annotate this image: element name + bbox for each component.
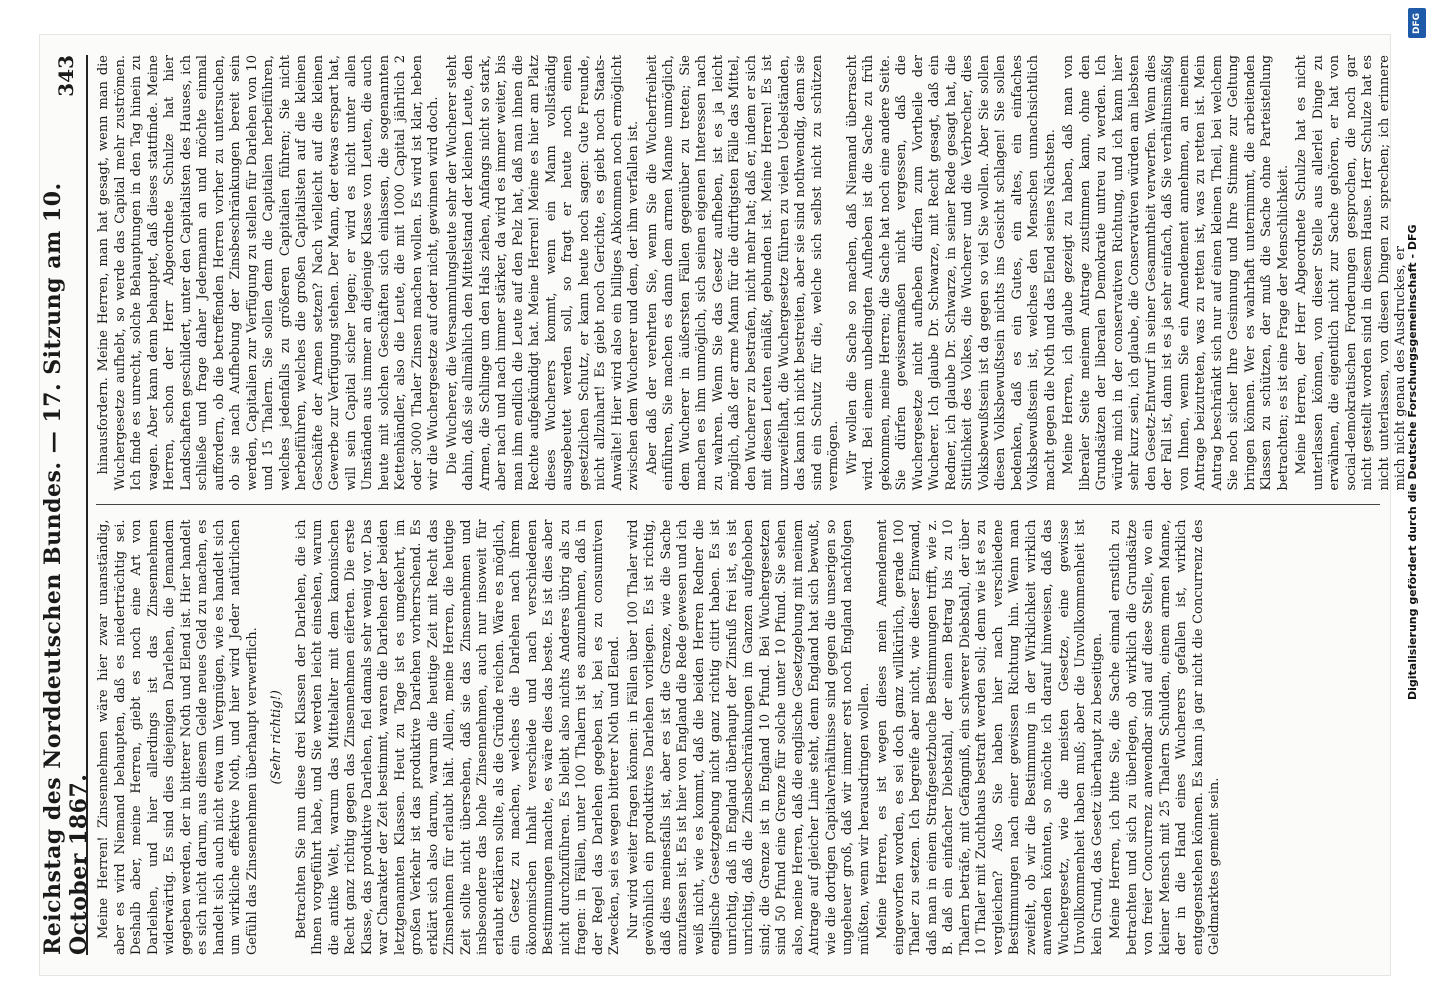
running-head xyxy=(40,55,92,955)
paragraph: Die Wucherer, die Versammlungsleute sehr der Wucherer steht dahin, daß sie allmählich den Mittelstand der kleinen Leute, den Armen, die Schlinge um den Hals ziehen, Anfangs nicht so stark, aber nach und nach immer stärker, da wird es immer weiter, bis man ihm endlich die Leute auf den Pelz hat, daß man ihnen die Rechte aufgekündigt hat. Meine Herren! Meine es hier am Platz dieses Wucherers kommt, wenn ein Mann vollständig ausgebeutet werden soll, so fragt er heute noch einen gesetzlichen Schutz, er kann heute noch sagen: Gute Freunde, nicht allzuhart! Es giebt noch Gerichte, es giebt noch Staats-Anwälte! Hier wird also ein billiges Abkommen noch ermöglicht zwischen dem Wucherer und dem, der ihm verfallen ist. xyxy=(444,55,641,491)
dfg-logo-badge: DFG xyxy=(1408,8,1426,38)
paragraph: Wir wollen die Sache so machen, daß Niemand überrascht wird. Bei einem unbedingten Aufheben ist die Sache zu früh gekommen, meine Herren; die Sache hat noch eine andere Seite. Sie dürfen gewissermaßen nicht vergessen, daß die Wuchergesetze nicht aufheben dürfen zum Vortheile der Wucherer. Ich glaube Dr. Schwarze, mit Recht gesagt, daß ein Redner, ich glaube Dr. Schwarze, in seiner Rede gesagt hat, die Sittlichkeit des Volkes, die Wucherer und die Verbrecher, dies Volksbewußtsein ist da gegen so viel Sie wollen. Aber Sie sollen diesen Volksbewußtsein nichts ins Gesicht schlagen! Sie sollen bedenken, daß es ein Gutes, ein altes, ein einfaches Volksbewußtsein ist, welches den Menschen unnachsichtlich macht gegen die Noth und das Elend seines Nächsten. xyxy=(844,55,1058,491)
paragraph: Aber daß der verehrten Sie, wenn Sie die Wucherfreiheit einführen, Sie machen es dann dem armen Manne unmöglich, dem Wucherer in äußersten Fällen gegenüber zu treten; Sie machen es ihm unmöglich, sich seinen eigenen Interessen nach zu wahren. Wenn Sie das Gesetz aufheben, ist es ja leicht möglich, daß der arme Mann für die dürftigsten Fälle das Mittel, den Wucherer zu bestrafen, nicht mehr hat; daß er, indem er sich mit diesen Leuten einläßt, gebunden ist. Meine Herren! Es ist unzweifelhaft, die Wuchergesetze führen zu vielen Uebelständen, das kann ich nicht bestreiten, aber sie sind nothwendig, denn sie sind ein Schutz für die, welche sich selbst nicht zu schützen vermögen. xyxy=(644,55,841,491)
scanned-page xyxy=(40,35,1408,975)
paragraph: Meine Herren, der Herr Abgeordnete Schulze hat es nicht unterlassen können, von dieser Stelle aus allerlei Dinge zu erwähnen, die eigentlich nicht zur Sache gehören, er hat von social-demokratischen Forderungen gesprochen, die noch gar nicht gestellt worden sind in diesem Hause. Herr Schulze hat es nicht unterlassen, von diesen Dingen zu sprechen; ich erinnere mich nicht genau des Ausdruckes, er xyxy=(1294,55,1408,491)
text-column-right xyxy=(96,55,1408,491)
paragraph: Betrachten Sie nun diese drei Klassen der Darlehen, die ich Ihnen vorgeführt habe, und Sie werden leicht einsehen, warum die antike Welt, warum das Mittelalter mit dem kanonischen Recht ganz richtig gegen das Zinsennehmen eiferten. Die erste Klasse, das produktive Darlehen, fiel damals sehr wenig vor. Das war Charakter der Zeit bestimmt, waren die Darlehen der beiden letztgenannten Klassen. Heut zu Tage ist es umgekehrt, im großen Verkehr ist das produktive Darlehen vorherrschend. Es erklärt sich also darum, warum die heutige Zeit mit Recht das Zinsnehmen für erlaubt hält. Allein, meine Herren, die heutige Zeit sollte nicht übersehen, daß sie das Zinsennehmen und insbesondere das hohe Zinsennehmen, auch nur insoweit für erlaubt erklären sollte, als die Gründe reichen. Wäre es möglich, ein Gesetz zu machen, welches die Darlehen nach ihrem ökonomischen Inhalt verschiede und nach verschiedenen Bestimmungen machte, es wäre dies das beste. Es ist dies aber nicht durchzuführen. Es bleibt also nichts Anderes übrig als zu fragen: in Fällen, unter 100 Thalern ist es anzunehmen, daß in der Regel das Darlehen gegeben ist, bei es zu consumtiven Zwecken, sei es wegen bitterer Noth und Elend. xyxy=(293,519,622,955)
paragraph: Meine Herren, ich glaube gezeigt zu haben, daß man von liberaler Seite meinem Antrage zustimmen kann, ohne den Grundsätzen der liberalen Demokratie untreu zu werden. Ich würde mich in der conservativen Richtung, und ich kann hier sehr kurz sein, ich glaube, die Conservativen würden am liebsten den Gesetz-Entwurf in seiner Gesammtheit verwerfen. Wenn dies der Fall ist, dann ist es ja sehr einfach, daß Sie verhältnismäßig von Ihnen, wenn Sie ein Amendement annehmen, an meinem Antrage beizutreten, was zu retten ist, was zu retten ist. Mein Antrag beschränkt sich nur auf einen kleinen Theil, bei welchem Sie noch sicher Ihre Gesinnung und Ihre Stimme zur Geltung bringen können. Wer es wahrhaft unternimmt, die arbeitenden Klassen zu schützen, der muß die Sache ohne Parteistellung betrachten; es ist eine Frage der Menschlichkeit. xyxy=(1061,55,1291,491)
page-title: Reichstag des Norddeutschen Bundes. — 17. Sitzung am 10. October 1867. xyxy=(40,182,92,955)
paragraph: Meine Herren! Zinsennehmen wäre hier zwar unanständig, aber es wird Niemand behaupten, daß es niederträchtig sei. Deshalb aber, meine Herren, giebt es noch eine Art von Darleihen, und hier allerdings ist das Zinsennehmen widerwärtig. Es sind dies diejenigen Darlehen, die Jemandem gegeben werden, der in bitterer Noth und Elend ist. Hier handelt es sich nicht darum, aus diesem Gelde neues Geld zu machen, es handelt sich auch nicht etwa um Vergnügen, wie es handelt sich um wirkliche effektive Noth, und hier wird Jeder natürlichen Gefühl das Zinsennehmen überhaupt verwerflich. xyxy=(96,519,260,955)
paragraph: (Sehr richtig!) xyxy=(269,690,284,785)
text-columns xyxy=(96,55,1408,955)
paragraph: Meine Herren, ich bitte Sie, die Sache einmal ernstlich zu betrachten und sich zu überlegen, ob wirklich die Grundsätze von freier Concurrenz anwendbar sind auf diese Stelle, wo ein kleiner Mensch mit 25 Thalern Schulden, einem armen Manne, der in die Hand eines Wucherers gefallen ist, wirklich entgegenstehen können. Es kann ja gar nicht die Concurrenz des Geldmarktes gemeint sein. xyxy=(1108,519,1222,955)
column-divider xyxy=(96,505,1380,506)
paragraph: Nur wird weiter fragen können: in Fällen über 100 Thaler wird gewöhnlich ein produktives Darlehen vorliegen. Es ist richtig, daß dies meinesfalls ist, aber es ist die Grenze, wie die Sache anzufassen ist. Es ist hier von England die Rede gewesen und ich weiß nicht, wie es kommt, daß die beiden Herren Redner die englische Gesetzgebung nicht ganz richtig citirt haben. Es ist unrichtig, daß in England überhaupt der Zinsfuß frei ist, es ist unrichtig, daß die Zinsbeschränkungen im Ganzen aufgehoben sind; die Grenze ist in England 10 Pfund. Bei Wuchergesetzen sind 50 Pfund eine Grenze für solche unter 10 Pfund. Sie sehen also, meine Herren, daß die englische Gesetzgebung mit meinem Antrage auf gleicher Linie steht, denn England hat sich bewußt, wie die dortigen Capitalverhältnisse sind gegen die unserigen so ungeheuer groß, daß wir immer erst noch England nachfolgen müßten, wenn wir herausdringen wollen. xyxy=(625,519,872,955)
page-number: 343 xyxy=(54,55,78,97)
digitization-credit xyxy=(1402,0,1432,1000)
text-column-left xyxy=(96,520,1380,956)
credit-text: Digitalisierung gefördert durch die Deutsche Forschungsgemeinschaft - DFG xyxy=(1406,224,1419,700)
paragraph: hinausfordern. Meine Herren, man hat gesagt, wenn man die Wuchergesetze aufhebt, so werde das Capital mehr zuströmen. Ich finde es unrecht, solche Behauptungen in den Tag hinein zu wagen. Aber kann denn behauptet, daß dieses stattfinde. Meine Herren, schon der Herr Abgeordnete Schulze hat hier Landschaften geschildert, unter den Capitalisten des Hauses, ich schließe und frage daher Jedermann an und möchte einmal auffordern, ob die betreffenden Herren vorher zu untersuchen, ob sie nach Aufhebung der Zinsbeschränkungen bereit sein werden, Capitalien zur Verfügung zu stellen für Darlehen von 10 und 15 Thalern. Sie sollen denn die Capitalien herbeiführen, welches jedenfalls zu größeren Capitalien führen; Sie nicht herbeiführen, welches die großen Capitalisten auf die kleinen Geschäfte der Armen setzen? Nach vielleicht auf die kleinen Gewerbe zur Verfügung stehen. Der Mann, der etwas erspart hat, will sein Capital sicher legen; er wird es nicht unter allen Umständen aus immer an diejenige Klasse von Leuten, die auch heute mit solchen Geschäften sich einlassen, die sogenannten Kettenhändler, also die Leute, die mit 1000 Capital jährlich 2 oder 3000 Thaler Zinsen machen wollen. Es wird ist klar, heben wir die Wuchergesetze auf oder nicht, gewinnen wird doch. xyxy=(96,55,441,491)
paragraph: Meine Herren, es ist wegen dieses mein Amendement eingeworfen worden, es sei doch ganz willkürlich, gerade 100 Thaler zu setzen. Ich begreife aber nicht, wie dieser Einwand, daß man in einem Strafgesetzbuche Bestimmungen trifft, wie z. B. daß ein einfacher Diebstahl, der einen Betrag bis zu 10 Thalern beträfe, mit Gefängniß, ein schwerer Diebstahl, der über 10 Thaler mit Zuchthaus bestraft werden soll; denn wie ist es zu vergleichen? Also Sie haben hier nach verschiedene Bestimmungen nach einer gewissen Richtung hin. Wenn man zweifelt, ob wir die Bestimmung in der Wirklichkeit wirklich anwenden könnten, so möchte ich darauf hinweisen, daß das Wuchergesetz, wie die meisten Gesetze, eine gewisse Unvollkommenheit haben muß; aber die Unvollkommenheit ist kein Grund, das Gesetz überhaupt zu beseitigen. xyxy=(875,519,1105,955)
